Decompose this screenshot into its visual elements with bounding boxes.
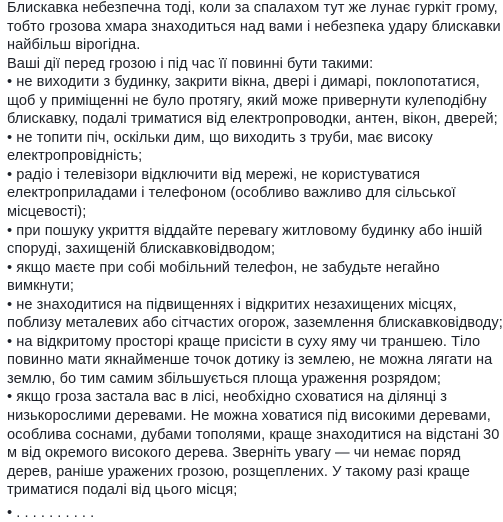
list-line: м від окремого високого дерева. Зверніть увагу — чи немає поряд <box>7 445 461 462</box>
actions-intro: Ваші дії перед грозою і під час її повинні бути такими: <box>7 55 374 72</box>
list-line: триматися подалі від цього місця; <box>7 482 238 499</box>
list-line: блискавку, подалі триматися від електропроводки, антен, вікон, дверей; <box>7 111 498 128</box>
text-line: найбільш вірогідна. <box>7 37 141 54</box>
cut-off-line <box>7 500 495 521</box>
text-line: тобто грозова хмара знаходиться над вами і небезпека удару блискавки <box>7 18 501 35</box>
intro-paragraph <box>7 0 501 55</box>
list-line: дерев, раніше уражених грозою, розщеплених. У такому разі краще <box>7 463 470 480</box>
list-line: землю, бо тим самим збільшується площа ураження розрядом; <box>7 370 442 387</box>
list-line: особлива соснами, дубами тополями, краще знаходитися на відстані 30 <box>7 426 500 443</box>
list-line: місцевості); <box>7 204 87 221</box>
list-line: щоб у приміщенні не було протягу, який може привернути кулеподібну <box>7 92 487 109</box>
list-line: низькорослими деревами. Не можна ховатися під високими деревами, <box>7 408 491 425</box>
list-line: • при пошуку укриття віддайте перевагу житловому будинку або іншій <box>7 222 483 239</box>
list-line: • не знаходитися на підвищеннях і відкритих незахищених місцях, <box>7 296 457 313</box>
list-line: поблизу металевих або сітчастих огорож, заземлення блискавковідводу; <box>7 315 503 332</box>
list-line: • . . . . . . . . . . <box>7 504 95 521</box>
list-line: • якщо гроза застала вас в лісі, необхідно сховатися на ділянці з <box>7 389 447 406</box>
list-line: споруді, захищеній блискавковідводом; <box>7 241 276 258</box>
list-line: • не виходити з будинку, закрити вікна, двері і димарі, поклопотатися, <box>7 74 480 91</box>
actions-list <box>7 55 503 521</box>
list-line: • не топити піч, оскільки дим, що виходить з труби, має високу <box>7 129 433 146</box>
list-line: вимкнути; <box>7 278 75 295</box>
post-text <box>7 0 503 521</box>
list-line: електропровідність; <box>7 148 143 165</box>
list-line: повинно мати якнайменше точок дотику із землею, не можна лягати на <box>7 352 493 369</box>
list-line: • якщо маєте при собі мобільний телефон, не забудьте негайно <box>7 259 440 276</box>
list-line: • на відкритому просторі краще присісти в суху яму чи траншею. Тіло <box>7 333 481 350</box>
text-line: Блискавка небезпечна тоді, коли за спалахом тут же лунає гуркіт грому, <box>7 0 498 16</box>
list-line: електроприладами і телефоном (особливо важливо для сільської <box>7 185 456 202</box>
list-line: • радіо і телевізори відключити від мережі, не користуватися <box>7 166 421 183</box>
